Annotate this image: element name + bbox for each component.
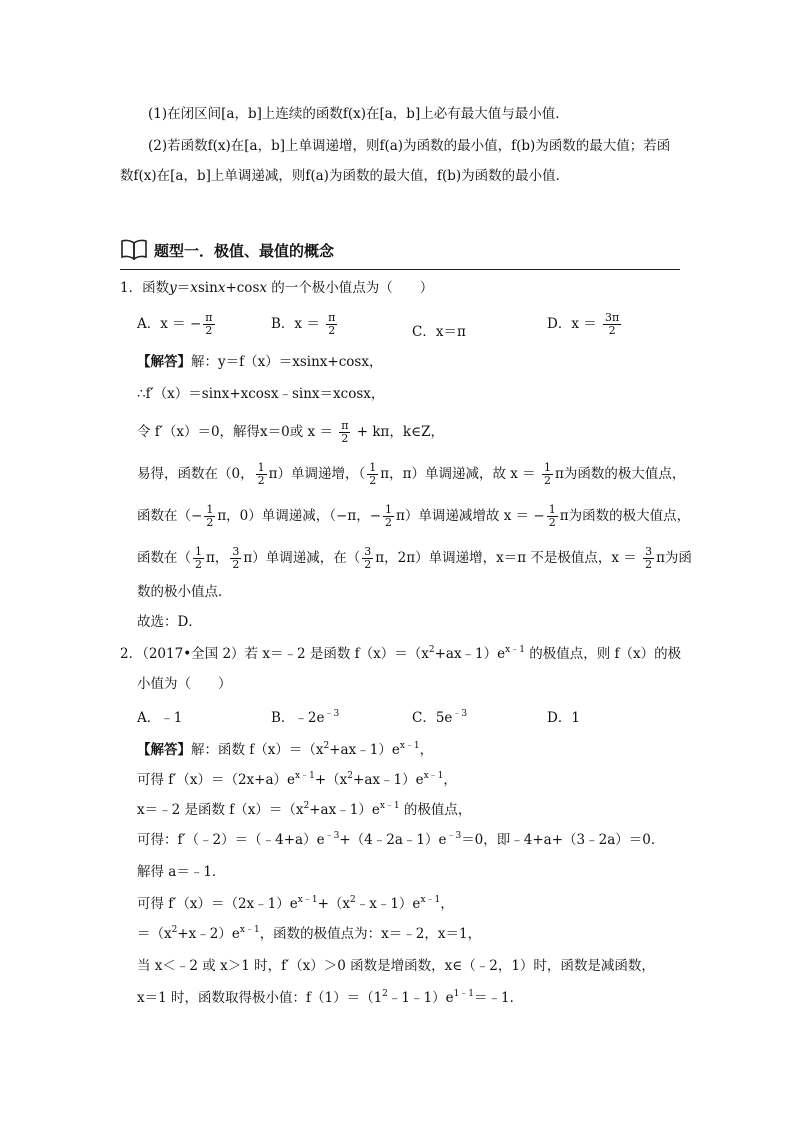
q1-answer-line-8: 故选：D．	[137, 614, 202, 630]
intro-line-2: (2)若函数f(x)在[a，b]上单调递增，则f(a)为函数的最小值，f(b)为函数的最大值；若函	[148, 138, 671, 154]
q2-stem-line-2: 小值为（ ）	[137, 676, 232, 692]
q2-answer-line-5: 解得 a＝﹣1．	[137, 864, 226, 880]
q1-answer-line-2: ∴f′（x）＝sinx+xcosx﹣sinx＝xcosx，	[137, 386, 385, 402]
q1-option-c: C．x＝π	[412, 324, 466, 340]
q1-option-a: A．x ＝ − $\frac{\pi}{2}$	[137, 311, 213, 337]
open-book-icon	[120, 238, 148, 264]
q2-answer-line-3: x＝﹣2 是函数 $f(x)=(x^2+ax﹣1)e^{x﹣1}$ 的极值点，	[137, 801, 472, 818]
q1-answer-line-1: 【解答】解：y＝f（x）＝xsinx+cosx，	[137, 354, 383, 370]
q2-answer-line-7: $=(x^2+x﹣2)e^{x﹣1}$，函数的极值点为：x＝﹣2，x＝1，	[137, 925, 482, 942]
section-underline	[120, 269, 680, 270]
q2-option-a: A．﹣1	[137, 710, 183, 726]
q2-answer-line-8: 当 x＜﹣2 或 x＞1 时，f′（x）＞0 函数是增函数，x∈（﹣2，1）时，函数是减函数，	[137, 958, 655, 974]
q1-option-d: D．x ＝ $\frac{3\pi}{2}$	[547, 311, 620, 337]
q1-answer-line-7: 数的极小值点．	[137, 584, 232, 600]
q1-answer-line-5: 函数在（− $\frac{1}{2}$ π，0）单调递减，（−π，− $\frac{1}{2}$ π）单调递减增故 x ＝ − $\frac{1}{2}$ π为函数的极大值点，	[137, 503, 691, 529]
q1-answer-line-3: 令 f′（x）＝0，解得x＝0或 x ＝ $\frac{\pi}{2}$ + kπ，k∈Z，	[137, 419, 444, 445]
q2-option-d: D．1	[547, 710, 580, 726]
q2-stem-line-1: 2．（2017•全国 2）若 x＝﹣2 是函数 $f(x)=(x^2+ax﹣1)e^{x﹣1}$ 的极值点，则 f（x）的极	[120, 645, 682, 662]
q2-option-b: B．$﹣2e^{﹣3}$	[271, 709, 340, 726]
intro-line-1: (1)在闭区间[a，b]上连续的函数f(x)在[a，b]上必有最大值与最小值．	[148, 106, 569, 122]
q1-answer-line-6: 函数在（ $\frac{1}{2}$ π， $\frac{3}{2}$ π）单调递减，在（ $\frac{3}{2}$ π，2π）单调递增，x＝π 不是极值点，x ＝ $\frac{3}{2}$ π为函	[137, 545, 692, 571]
q1-answer-line-4: 易得，函数在（0， $\frac{1}{2}$ π）单调递增，（ $\frac{1}{2}$ π，π）单调递减，故 x ＝ $\frac{1}{2}$ π为函数的极大值点，	[137, 461, 686, 487]
q2-answer-line-1: 【解答】解：函数 $f(x)=(x^2+ax﹣1)e^{x﹣1}$，	[137, 741, 434, 758]
section-heading	[120, 238, 680, 264]
q2-option-c: C．$5e^{﹣3}$	[412, 709, 468, 726]
q1-stem: 1．函数y＝xsinx+cosx 的一个极小值点为（ ）	[120, 280, 434, 296]
q1-option-b: B．x ＝ $\frac{\pi}{2}$	[271, 311, 336, 337]
q2-answer-line-6: 可得 $f'(x)=(2x﹣1)e^{x﹣1}+(x^2﹣x﹣1)e^{x﹣1}$，	[137, 895, 454, 912]
section-title: 题型一．极值、最值的概念	[154, 242, 335, 260]
q2-answer-line-9: x＝1 时，函数取得极小值：$f(1)=(1^2﹣1﹣1)e^{1﹣1}=﹣1$．	[137, 989, 524, 1006]
intro-line-3: 数f(x)在[a，b]上单调递减，则f(a)为函数的最大值，f(b)为函数的最小值．	[120, 168, 570, 184]
q2-answer-line-4: 可得：$f'(﹣2)=(﹣4+a)e^{﹣3}+(4﹣2a﹣1)e^{﹣3}=0$，即﹣4+a+（3﹣2a）＝0．	[137, 831, 665, 848]
q2-answer-line-2: 可得 $f'(x)=(2x+a)e^{x﹣1}+(x^2+ax﹣1)e^{x﹣1}$，	[137, 771, 457, 788]
